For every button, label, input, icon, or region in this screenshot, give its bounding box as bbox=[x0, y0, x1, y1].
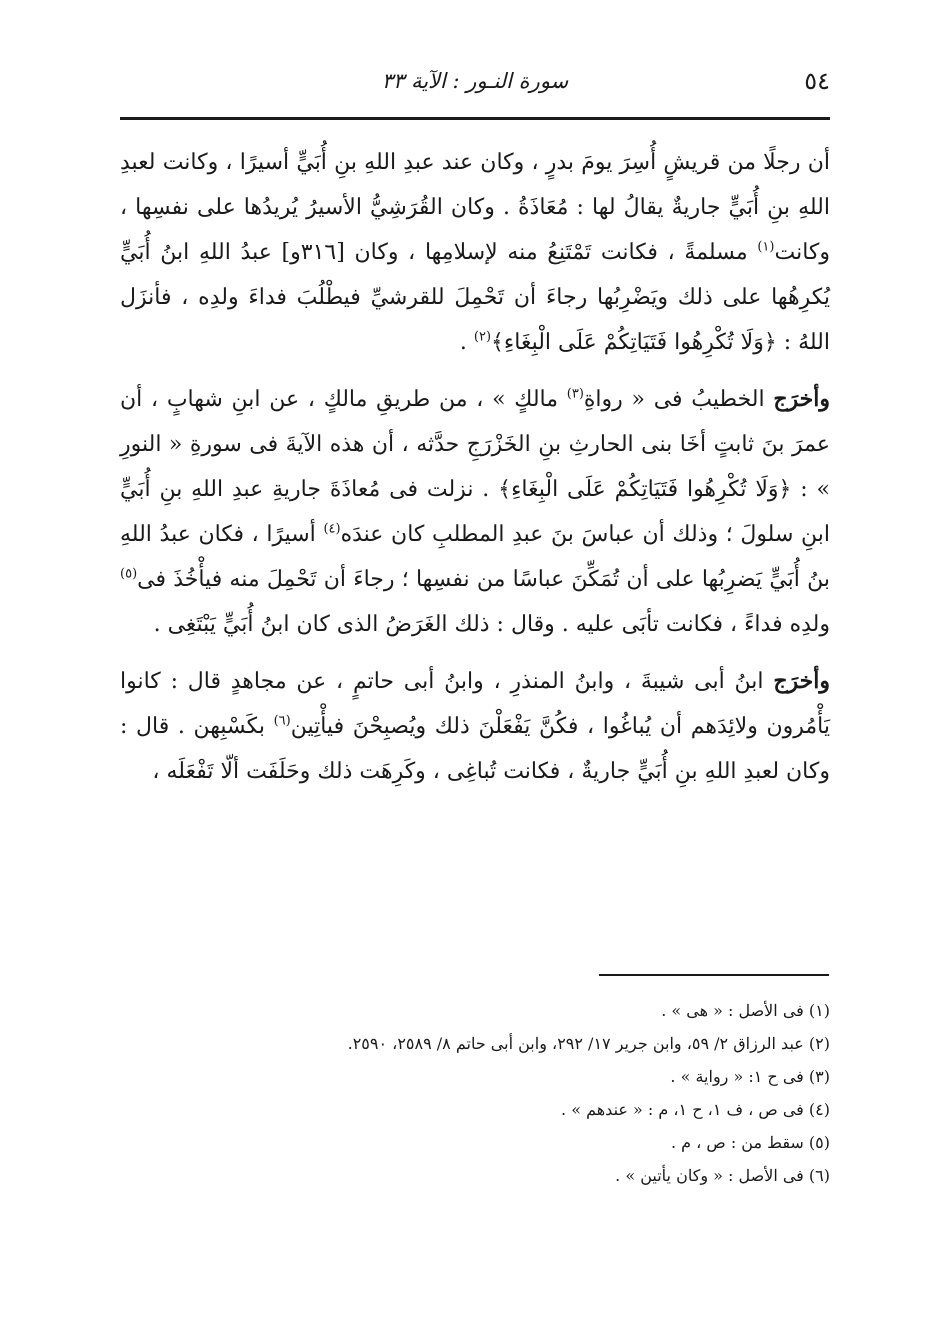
paragraph-text: أن رجلًا من قريشٍ أُسِرَ يومَ بدرٍ ، وكان عند عبدِ اللهِ بنِ أُبَيٍّ أسيرًا ، وكانت لعبدِ اللهِ بنِ أُبَيٍّ جاريةٌ يقالُ لها : مُعَاذَةُ . وكان القُرَشِيُّ الأسيرُ يُريدُها على نفسِها ، وكانت bbox=[120, 150, 830, 265]
footnote-3: (٣) فى ح ١: « رواية » . bbox=[670, 1067, 830, 1086]
footnote-6: (٦) فى الأصل : « وكان يأتين » . bbox=[615, 1166, 830, 1185]
paragraph-text: . bbox=[459, 330, 474, 355]
paragraph-text: مسلمةً ، فكانت تَمْتَنِعُ منه لإسلامِها ، وكان [٣١٦و] عبدُ اللهِ ابنُ أُبَيٍّ يُكرِهُها على ذلك ويَضْرِبُها رجاءَ أن تَحْمِلَ للقرشيِّ فيطْلُبَ فداءَ ولدِه ، فأنزَل اللهُ : ﴿وَلَا تُكْرِهُوا فَتَيَاتِكُمْ عَلَى الْبِغَاءِ﴾ bbox=[120, 240, 830, 355]
header-rule bbox=[120, 117, 830, 120]
footnote-rule bbox=[599, 974, 829, 976]
paragraph-1 bbox=[120, 140, 830, 365]
running-head bbox=[120, 64, 830, 104]
paragraph-text: بكَسْبِهن . قال : وكان لعبدِ اللهِ بنِ أُبَيٍّ جاريةٌ ، فكانت تُباغِى ، وكَرِهَت ذلك وحَلَفَت ألّا تَفْعَلَه ، bbox=[120, 714, 830, 784]
footnote-marker-6: (٦) bbox=[273, 713, 291, 729]
footnote-4: (٤) فى ص ، ف ١، ح ١، م : « عندهم » . bbox=[561, 1100, 830, 1119]
running-title: سورة النـور : الآية ٣٣ bbox=[381, 69, 569, 93]
paragraph-text: ابنُ أبى شيبةَ ، وابنُ المنذرِ ، وابنُ أبى حاتمٍ ، عن مجاهدٍ قال : كانوا يَأْمُرون ولائِدَهم أن يُباغُوا ، فكُنَّ يَفْعَلْنَ ذلك ويُصبِحْنَ فيأْتِين bbox=[120, 669, 830, 739]
paragraph-text: ولدِه فداءً ، فكانت تأبَى عليه . وقال : ذلك الغَرَضُ الذى كان ابنُ أُبَيٍّ يَبْتَغِى . bbox=[153, 612, 830, 637]
paragraph-2 bbox=[120, 377, 830, 647]
paragraph-text: الخطيبُ فى « رواةِ bbox=[583, 387, 774, 412]
page-number: ٥٤ bbox=[804, 67, 830, 95]
footnotes bbox=[120, 994, 830, 1192]
footnote-marker-1: (١) bbox=[757, 239, 775, 255]
footnote-1: (١) فى الأصل : « هى » . bbox=[661, 1001, 830, 1020]
footnote-marker-3: (٣) bbox=[566, 386, 584, 402]
footnote-marker-2: (٢) bbox=[473, 329, 492, 345]
paragraph-lead-word: وأخرَج bbox=[773, 386, 831, 412]
footnote-2: (٢) عبد الرزاق ٢/ ٥٩، وابن جرير ١٧/ ٢٩٢، وابن أبى حاتم ٨/ ٢٥٨٩، ٢٥٩٠. bbox=[347, 1034, 830, 1053]
paragraph-lead-word: وأخرَج bbox=[773, 668, 830, 694]
body-text bbox=[120, 140, 830, 794]
paragraph-text: أسيرًا ، فكان عبدُ اللهِ بنُ أُبَيٍّ يَضرِبُها على أن تُمَكِّنَ عباسًا من نفسِها ؛ رجاءَ أن تَحْمِلَ منه فيأْخُذَ فى bbox=[120, 522, 830, 592]
footnote-marker-4: (٤) bbox=[323, 521, 341, 537]
paragraph-text: مالكٍ » ، من طريقِ مالكٍ ، عن ابنِ شهابٍ ، أن عمرَ بنَ ثابتٍ أخَا بنى الحارثِ بنِ الخَزْرَجِ حدَّثه ، أن هذه الآيةَ فى سورةِ « النورِ » : ﴿وَلَا تُكْرِهُوا فَتَيَاتِكُمْ عَلَى الْبِغَاءِ﴾ . نزلت فى مُعاذَةَ جاريةِ عبدِ اللهِ بنِ أُبَيٍّ ابنِ سلولَ ؛ وذلك أن عباسَ بنَ عبدِ المطلبِ كان عندَه bbox=[120, 387, 831, 547]
paragraph-3 bbox=[120, 659, 830, 794]
footnote-marker-5: (٥) bbox=[120, 566, 138, 582]
footnote-5: (٥) سقط من : ص ، م . bbox=[670, 1133, 830, 1152]
